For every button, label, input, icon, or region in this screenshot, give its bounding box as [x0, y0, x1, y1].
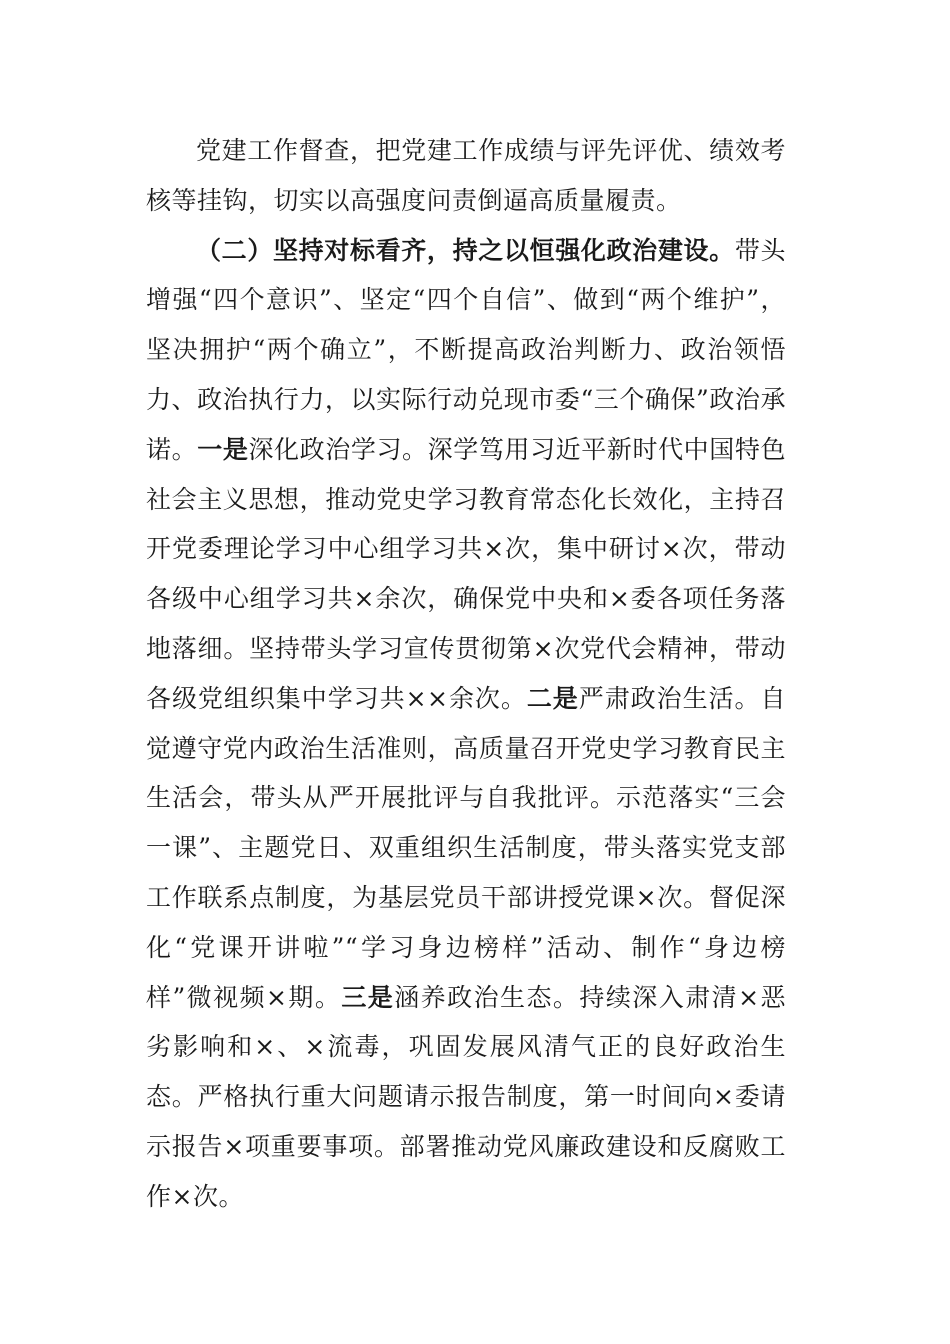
point-2-text: 严肃政治生活。自觉遵守党内政治生活准则，高质量召开党史学习教育民主生活会，带头从严开展批评与自我批评。示范落实“三会一课”、主题党日、双重组织生活制度，带头落实党支部工作联系点制度，为基层党员干部讲授党课×次。督促深化“党课开讲啦”“学习身边榜样”活动、制作“身边榜样”微视频×期。: [146, 683, 786, 1012]
point-3-text: 涵养政治生态。持续深入肃清×恶劣影响和×、×流毒，巩固发展风清气正的良好政治生态。严格执行重大问题请示报告制度，第一时间向×委请示报告×项重要事项。部署推动党风廉政建设和反腐败工作×次。: [146, 982, 786, 1211]
document-body: [146, 126, 786, 1222]
section-heading: （二）坚持对标看齐，持之以恒强化政治建设。: [196, 235, 735, 265]
point-1-lead: 一是: [197, 434, 249, 464]
paragraph-2: [146, 226, 786, 1222]
paragraph-1: [146, 126, 786, 226]
paragraph-1-text: 党建工作督查，把党建工作成绩与评先评优、绩效考核等挂钩，切实以高强度问责倒逼高质量履责。: [146, 136, 786, 215]
point-2-lead: 二是: [526, 683, 579, 713]
point-3-lead: 三是: [341, 982, 395, 1012]
section-intro-text: 带头增强“四个意识”、坚定“四个自信”、做到“两个维护”，坚决拥护“两个确立”，不断提高政治判断力、政治领悟力、政治执行力，以实际行动兑现市委“三个确保”政治承诺。: [146, 235, 786, 464]
point-1-text: 深化政治学习。深学笃用习近平新时代中国特色社会主义思想，推动党史学习教育常态化长效化，主持召开党委理论学习中心组学习共×次，集中研讨×次，带动各级中心组学习共×余次，确保党中央和×委各项任务落地落细。坚持带头学习宣传贯彻第×次党代会精神，带动各级党组织集中学习共××余次。: [146, 434, 786, 713]
